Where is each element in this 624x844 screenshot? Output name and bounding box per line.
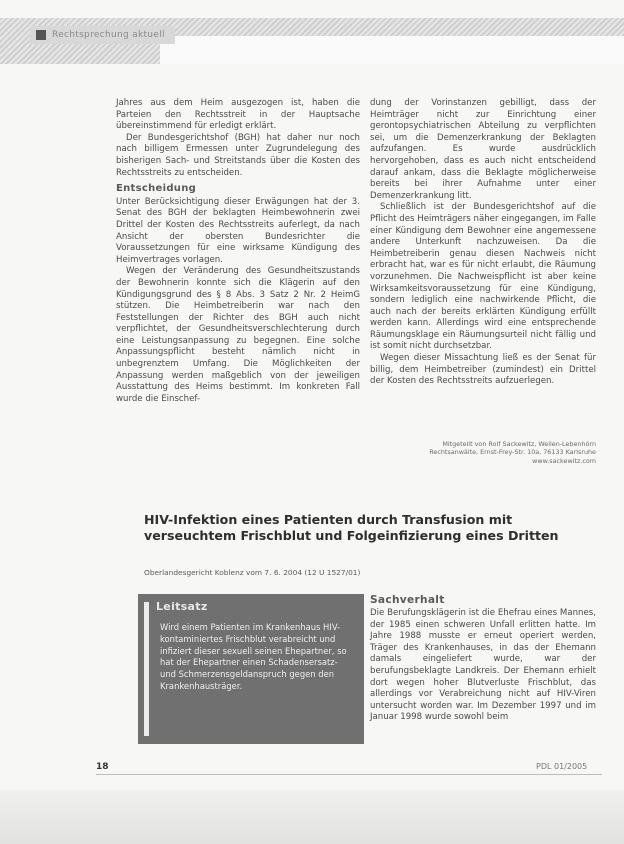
subhead-entscheidung: Entscheidung xyxy=(116,183,197,195)
leitsatz-accent-bar xyxy=(144,602,149,736)
right-para-3: Wegen dieser Missachtung ließ es der Senat für billig, dem Heimbetreiber (zumindest) ein Drittel der Kosten des Rechtsstreits aufzuerlegen. xyxy=(370,353,596,387)
section-marker-icon xyxy=(36,30,46,40)
left-column xyxy=(116,98,360,405)
right-para-1: dung der Vorinstanzen gebilligt, dass der Heimträger nicht zur Einrichtung einer gerontopsychiatrischen Abteilung zu verpflichten sei, um die Demenzerkrankung der Beklagten aufzufangen. Es wurde ausdrücklich hervorgehoben, dass es auch nicht entscheidend darauf ankam, dass die Beklagte möglicherweise bereits bei ihrer Aufnahme unter einer Demenzerkrankung litt. xyxy=(370,98,596,201)
credit-line-2: Rechtsanwälte, Ernst-Frey-Str. 10a, 76133 Karlsruhe xyxy=(429,448,596,457)
sachverhalt-text: Die Berufungsklägerin ist die Ehefrau eines Mannes, der 1985 einen schweren Unfall erlitten hatte. Im Jahre 1988 musste er erneut operiert werden, Träger des Krankenhauses, in das der Ehemann damals eingeliefert wurde, war der berufungsbeklagte Landkreis. Der Ehemann erhielt dort wegen hoher Blutverluste Frischblut, das allerdings vor Verabreichung nicht auf HIV-Viren untersucht worden war. Im Dezember 1997 und im Januar 1998 wurde sowohl beim xyxy=(370,608,596,723)
footer-rule xyxy=(96,774,602,775)
credit-line-3: www.sackewitz.com xyxy=(532,456,596,465)
credit-line-1: Mitgeteilt von Rolf Sackewitz, Weilen-Lebenhörn xyxy=(442,440,596,448)
leitsatz-text: Wird einem Patienten im Krankenhaus HIV-kontaminiertes Frischblut verabreicht und infiziert dieser sexuell seinen Ehepartner, so hat der Ehepartner einen Schadensersatz- und Schmerzensgeldanspruch gegen den Krankenhausträger. xyxy=(160,622,347,691)
court-reference: Oberlandesgericht Koblenz vom 7. 6. 2004 (12 U 1527/01) xyxy=(144,568,361,577)
header-blank-area xyxy=(160,36,624,64)
right-para-2: Schließlich ist der Bundesgerichtshof auf die Pflicht des Heimträgers näher eingegangen, im Falle einer Kündigung dem Bewohner eine angemessene andere Unterkunft nachzuweisen. Da die Heimbetreiberin genau diesen Nachweis nicht erbracht hat, war es für nicht erlaubt, die Räumung vorzunehmen. Die Nachweispflicht ist aber keine Wirksamkeitsvoraussetzung für eine Kündigung, sondern lediglich eine nachwirkende Pflicht, die auch nach der bereits erklärten Kündigung erfüllt werden kann. Allerdings wird eine entsprechende Räumungsklage ein Räumungsurteil nicht fällig und ist somit nicht durchsetzbar. xyxy=(370,202,596,352)
scan-bottom-shade xyxy=(0,790,624,844)
section-label: Rechtsprechung aktuell xyxy=(52,30,165,40)
left-para-4: Wegen der Veränderung des Gesundheitszustands der Bewohnerin konnte sich die Klägerin auf den Kündigungsgrund des § 8 Abs. 3 Satz 2 Nr. 2 HeimG stützen. Die Heimbetreiberin war nach den Feststellungen der Richter des BGH auch nicht verpflichtet, der Gesundheitsverschlechterung durch eine Leistungsanpassung zu begegnen. Eine solche Anpassungspflicht besteht nämlich nicht in unbegrenztem Umfang. Die Möglichkeiten der Anpassung werden maßgeblich von der jeweiligen Ausstattung des Heims bestimmt. Im konkreten Fall wurde die Einschef- xyxy=(116,266,360,404)
sachverhalt-title: Sachverhalt xyxy=(370,594,445,606)
author-credit xyxy=(400,440,596,465)
section-tab xyxy=(30,26,175,44)
left-para-2: Der Bundesgerichtshof (BGH) hat daher nur noch nach billigem Ermessen unter Zugrundelegung des bisherigen Sach- und Streitstands über die Kosten des Rechtsstreits zu entscheiden. xyxy=(116,132,360,178)
article-headline: HIV-Infektion eines Patienten durch Transfusion mit verseuchtem Frischblut und Folgeinfizierung eines Dritten xyxy=(144,512,559,543)
right-column xyxy=(370,98,596,388)
left-para-1: Jahres aus dem Heim ausgezogen ist, haben die Parteien den Rechtsstreit in der Hauptsache übereinstimmend für erledigt erklärt. xyxy=(116,98,360,132)
issue-label: PDL 01/2005 xyxy=(536,762,588,771)
left-para-3: Unter Berücksichtigung dieser Erwägungen hat der 3. Senat des BGH der beklagten Heimbewohnerin zwei Drittel der Kosten des Rechtsstreits auferlegt, da nach Ansicht der obersten Bundesrichter die Voraussetzungen für eine wirksame Kündigung des Heimvertrages vorlagen. xyxy=(116,196,360,265)
leitsatz-title: Leitsatz xyxy=(156,600,208,613)
page-number: 18 xyxy=(96,762,109,772)
